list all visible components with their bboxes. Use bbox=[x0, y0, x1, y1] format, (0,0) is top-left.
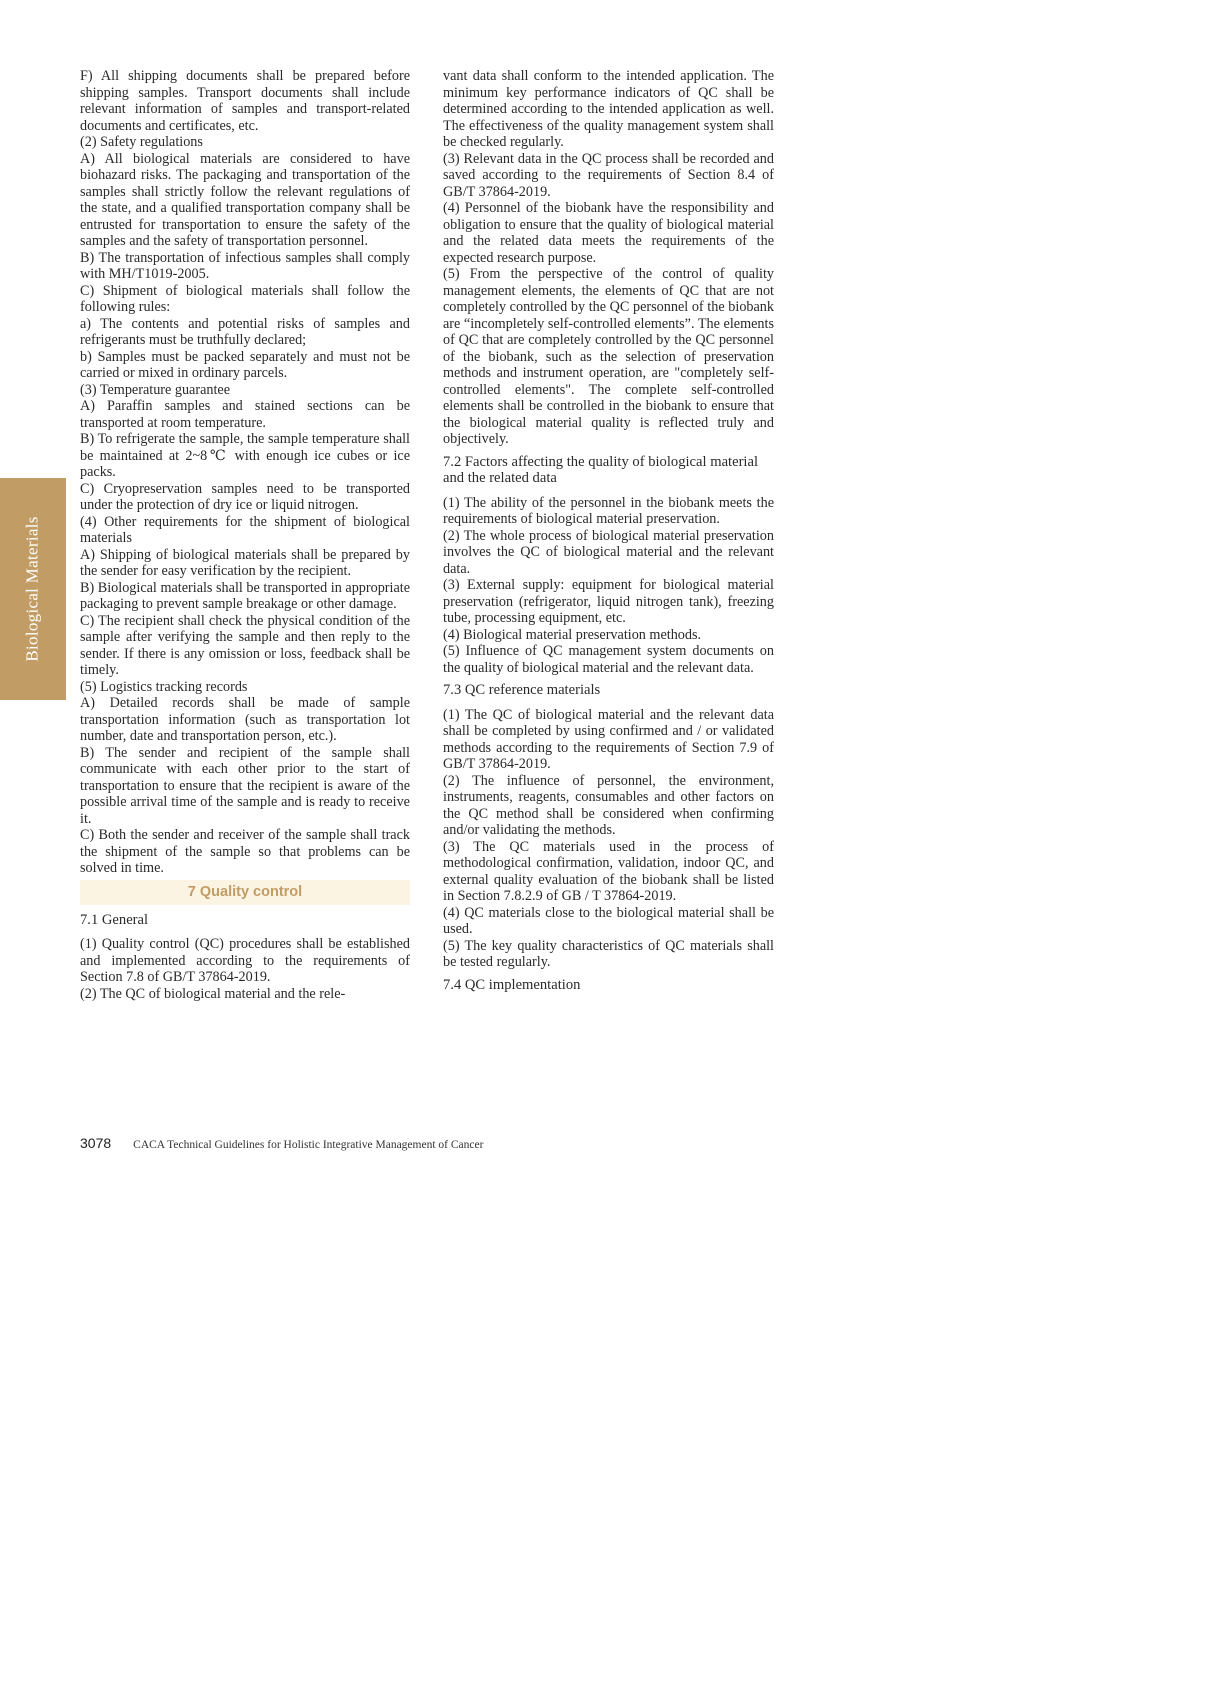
paragraph: A) Shipping of biological materials shall be prepared by the sender for easy verification by the recipient. bbox=[80, 546, 410, 579]
paragraph: C) Both the sender and receiver of the sample shall track the shipment of the sample so that problems can be solved in time. bbox=[80, 827, 410, 876]
paragraph: C) Cryopreservation samples need to be transported under the protection of dry ice or liquid nitrogen. bbox=[80, 480, 410, 513]
paragraph: (4) QC materials close to the biological material shall be used. bbox=[443, 904, 774, 937]
left-column bbox=[80, 68, 410, 1002]
paragraph: (2) The whole process of biological material preservation involves the QC of biological material and the relevant data. bbox=[443, 527, 774, 577]
paragraph: (2) The influence of personnel, the environment, instruments, reagents, consumables and other factors on the QC method shall be considered when confirming and/or validating the methods. bbox=[443, 772, 774, 838]
paragraph: (3) External supply: equipment for biological material preservation (refrigerator, liquid nitrogen tank), freezing tube, processing equipment, etc. bbox=[443, 577, 774, 626]
paragraph: (1) Quality control (QC) procedures shall be established and implemented according to the requirements of Section 7.8 of GB/T 37864-2019. bbox=[80, 936, 410, 985]
subheading-7-2: 7.2 Factors affecting the quality of biological material and the related data bbox=[443, 453, 759, 486]
paragraph: (3) The QC materials used in the process of methodological confirmation, validation, indoor QC, and external quality evaluation of the biobank shall be listed in Section 7.8.2.9 of GB / T 37864-2019. bbox=[443, 838, 774, 904]
paragraph: (4) Biological material preservation methods. bbox=[443, 626, 702, 643]
paragraph: B) The sender and recipient of the sample shall communicate with each other prior to the start of transportation to ensure that the recipient is aware of the possible arrival time of the sample and is ready to receive it. bbox=[80, 744, 410, 827]
subheading-7-1: 7.1 General bbox=[80, 911, 149, 928]
section-heading-bar bbox=[80, 880, 410, 905]
paragraph: B) Biological materials shall be transported in appropriate packaging to prevent sample breakage or other damage. bbox=[80, 579, 410, 612]
paragraph: (5) From the perspective of the control of quality management elements, the elements of QC that are not completely controlled by the QC personnel of the biobank are “incompletely self-controlled elements”. The elements of QC that are completely controlled by the QC personnel of the biobank, such as the selection of preservation methods and instrument operation, are "completely self-controlled elements". The complete self-controlled elements shall be controlled in the biobank to ensure that the biological material quality is reflected truly and objectively. bbox=[443, 266, 774, 447]
paragraph: (4) Other requirements for the shipment of biological materials bbox=[80, 513, 410, 546]
paragraph: (5) Logistics tracking records bbox=[80, 678, 248, 695]
paragraph: (4) Personnel of the biobank have the responsibility and obligation to ensure that the quality of biological material and the related data meets the requirements of the expected research purpose. bbox=[443, 200, 774, 266]
paragraph: (5) Influence of QC management system documents on the quality of biological material and the relevant data. bbox=[443, 643, 774, 676]
paragraph: b) Samples must be packed separately and must not be carried or mixed in ordinary parcels. bbox=[80, 348, 410, 381]
paragraph: C) The recipient shall check the physical condition of the sample after verifying the sample and then reply to the sender. If there is any omission or loss, feedback shall be timely. bbox=[80, 612, 410, 678]
paragraph: B) To refrigerate the sample, the sample temperature shall be maintained at 2~8℃ with enough ice cubes or ice packs. bbox=[80, 431, 410, 480]
right-column bbox=[443, 68, 774, 993]
side-tab-label: Biological Materials bbox=[23, 516, 42, 662]
subheading-7-4: 7.4 QC implementation bbox=[443, 976, 581, 993]
paragraph: A) Paraffin samples and stained sections can be transported at room temperature. bbox=[80, 398, 410, 431]
journal-title: CACA Technical Guidelines for Holistic Integrative Management of Cancer bbox=[133, 1139, 484, 1151]
page-footer bbox=[80, 1135, 483, 1151]
paragraph: (3) Temperature guarantee bbox=[80, 381, 230, 398]
paragraph: (1) The ability of the personnel in the biobank meets the requirements of biological material preservation. bbox=[443, 494, 774, 527]
paragraph: (3) Relevant data in the QC process shall be recorded and saved according to the requirements of Section 8.4 of GB/T 37864-2019. bbox=[443, 150, 774, 200]
paragraph: (1) The QC of biological material and the relevant data shall be completed by using confirmed and / or validated methods according to the requirements of Section 7.9 of GB/T 37864-2019. bbox=[443, 706, 774, 772]
paragraph: C) Shipment of biological materials shall follow the following rules: bbox=[80, 282, 410, 315]
section-heading: 7 Quality control bbox=[187, 883, 303, 900]
paragraph: (5) The key quality characteristics of QC materials shall be tested regularly. bbox=[443, 937, 774, 970]
page-number: 3078 bbox=[80, 1135, 112, 1151]
subheading-7-3: 7.3 QC reference materials bbox=[443, 682, 601, 698]
paragraph: F) All shipping documents shall be prepared before shipping samples. Transport documents shall include relevant information of samples and transport-related documents and certificates, etc. bbox=[80, 68, 410, 134]
paragraph: (2) Safety regulations bbox=[80, 134, 203, 150]
section-side-tab bbox=[0, 478, 66, 700]
paragraph: A) Detailed records shall be made of sample transportation information (such as transportation lot number, date and transportation person, etc.). bbox=[80, 695, 410, 744]
paragraph: A) All biological materials are considered to have biohazard risks. The packaging and transportation of the samples shall strictly follow the relevant regulations of the state, and a qualified transportation company shall be entrusted for transportation to ensure the safety of the samples and the safety of transportation personnel. bbox=[80, 150, 410, 249]
paragraph: (2) The QC of biological material and the rele- bbox=[80, 985, 346, 1002]
paragraph: a) The contents and potential risks of samples and refrigerants must be truthfully declared; bbox=[80, 315, 410, 348]
paragraph: B) The transportation of infectious samples shall comply with MH/T1019-2005. bbox=[80, 249, 410, 282]
paragraph: vant data shall conform to the intended application. The minimum key performance indicators of QC shall be determined according to the intended application as well. The effectiveness of the quality management system shall be checked regularly. bbox=[443, 68, 774, 150]
